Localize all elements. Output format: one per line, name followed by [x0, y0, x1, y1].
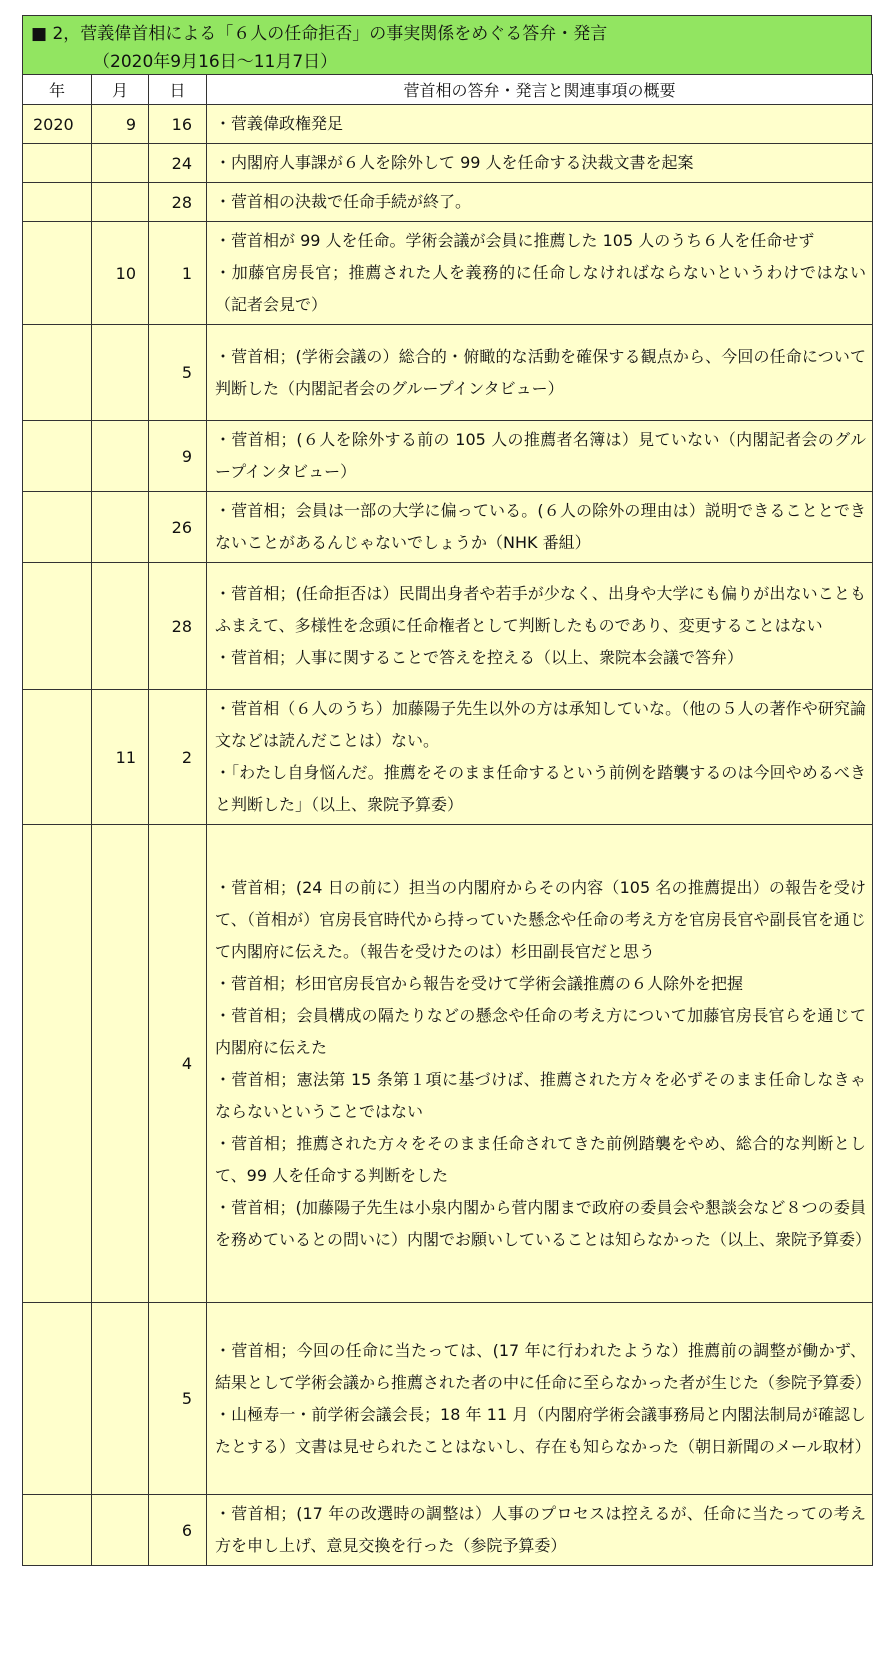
- column-header-month: 月: [92, 75, 149, 105]
- summary-line: ・加藤官房長官；推薦された人を義務的に任命しなければならないというわけではない（記者会見で）: [215, 263, 866, 314]
- table-row: [23, 421, 873, 492]
- summary-line: ・「わたし自身悩んだ。推薦をそのまま任命するという前例を踏襲するのは今回やめるべきと判断した」（以上、衆院予算委）: [215, 763, 866, 814]
- cell-month: [92, 183, 149, 222]
- column-header-day: 日: [149, 75, 207, 105]
- cell-year: [23, 690, 92, 825]
- cell-month: [92, 325, 149, 421]
- summary-line: ・菅首相；会員は一部の大学に偏っている。(６人の除外の理由は）説明できることとできないことがあるんじゃないでしょうか（NHK 番組）: [215, 501, 866, 552]
- summary-line: ・菅首相；(17 年の改選時の調整は）人事のプロセスは控えるが、任命に当たっての考え方を申し上げ、意見交換を行った（参院予算委）: [215, 1504, 866, 1555]
- cell-summary: [207, 690, 873, 825]
- summary-line: ・菅首相；今回の任命に当たっては、(17 年に行われたような）推薦前の調整が働かず、結果として学術会議から推薦された者の中に任命に至らなかった者が生じた（参院予算委）: [215, 1340, 872, 1392]
- cell-summary: [207, 421, 873, 492]
- table-row: [23, 492, 873, 563]
- table-row: [23, 325, 873, 421]
- table-header-row: [23, 75, 873, 105]
- cell-day: 9: [149, 421, 207, 492]
- summary-line: ・内閣府人事課が６人を除外して 99 人を任命する決裁文書を起案: [215, 153, 694, 172]
- cell-day: 26: [149, 492, 207, 563]
- table-row: [23, 1303, 873, 1495]
- cell-year: [23, 325, 92, 421]
- cell-month: [92, 1495, 149, 1566]
- cell-summary: [207, 825, 873, 1303]
- document-page: [22, 15, 872, 1566]
- cell-summary: [207, 563, 873, 690]
- summary-line: ・山極寿一・前学術会議会長；18 年 11 月（内閣府学術会議事務局と内閣法制局が確認したとする）文書は見せられたことはないし、存在も知らなかった（朝日新聞のメール取材）: [215, 1404, 871, 1456]
- cell-summary: [207, 105, 873, 144]
- cell-month: 10: [92, 222, 149, 325]
- cell-day: 24: [149, 144, 207, 183]
- cell-year: [23, 183, 92, 222]
- cell-day: 28: [149, 183, 207, 222]
- cell-summary: [207, 1495, 873, 1566]
- cell-year: [23, 1303, 92, 1495]
- cell-day: 28: [149, 563, 207, 690]
- table-row: [23, 825, 873, 1303]
- cell-summary: [207, 183, 873, 222]
- cell-summary: [207, 144, 873, 183]
- cell-year: [23, 563, 92, 690]
- table-row: [23, 183, 873, 222]
- summary-line: ・菅首相；杉田官房長官から報告を受けて学術会議推薦の６人除外を把握: [215, 973, 744, 993]
- summary-line: ・菅首相の決裁で任命手続が終了。: [215, 192, 472, 211]
- cell-day: 16: [149, 105, 207, 144]
- summary-line: ・菅首相；人事に関することで答えを控える（以上、衆院本会議で答弁）: [215, 648, 744, 667]
- summary-line: ・菅首相；会員構成の隔たりなどの懸念や任命の考え方について加藤官房長官らを通じて内閣府に伝えた: [215, 1005, 866, 1057]
- cell-month: [92, 825, 149, 1303]
- section-title: ■ 2，菅義偉首相による「６人の任命拒否」の事実関係をめぐる答弁・発言: [31, 24, 608, 44]
- summary-line: ・菅首相；推薦された方々をそのまま任命されてきた前例踏襲をやめ、総合的な判断として、99 人を任命する判断をした: [215, 1133, 866, 1185]
- summary-line: ・菅義偉政権発足: [215, 114, 344, 133]
- summary-line: ・菅首相；憲法第 15 条第１項に基づけば、推薦された方々を必ずそのまま任命しなきゃならないということではない: [215, 1069, 866, 1121]
- summary-line: ・菅首相が 99 人を任命。学術会議が会員に推薦した 105 人のうち６人を任命せず: [215, 231, 815, 250]
- cell-day: 2: [149, 690, 207, 825]
- cell-month: [92, 492, 149, 563]
- cell-month: [92, 144, 149, 183]
- table-row: [23, 690, 873, 825]
- table-row: [23, 105, 873, 144]
- cell-year: [23, 1495, 92, 1566]
- cell-year: [23, 492, 92, 563]
- table-body: [23, 105, 873, 1566]
- cell-summary: [207, 325, 873, 421]
- cell-day: 6: [149, 1495, 207, 1566]
- section-subtitle: （2020年9月16日～11月7日）: [93, 52, 338, 72]
- cell-year: [23, 421, 92, 492]
- cell-month: [92, 563, 149, 690]
- summary-line: ・菅首相；(加藤陽子先生は小泉内閣から菅内閣まで政府の委員会や懇談会など８つの委員を務めているとの問いに）内閣でお願いしていることは知らなかった（以上、衆院予算委）: [215, 1197, 872, 1249]
- cell-month: 11: [92, 690, 149, 825]
- timeline-table: [22, 74, 873, 1566]
- cell-summary: [207, 222, 873, 325]
- table-row: [23, 144, 873, 183]
- column-header-summary: 菅首相の答弁・発言と関連事項の概要: [207, 75, 873, 105]
- column-header-year: 年: [23, 75, 92, 105]
- cell-day: 5: [149, 1303, 207, 1495]
- cell-year: 2020: [23, 105, 92, 144]
- summary-line: ・菅首相；(24 日の前に）担当の内閣府からその内容（105 名の推薦提出）の報告を受けて、（首相が）官房長官時代から持っていた懸念や任命の考え方を官房長官や副長官を通じて内閣府に伝えた。（報告を受けたのは）杉田副長官だと思う: [215, 877, 866, 961]
- summary-line: ・菅首相；(学術会議の）総合的・俯瞰的な活動を確保する観点から、今回の任命について判断した（内閣記者会のグループインタビュー）: [215, 346, 866, 398]
- cell-month: 9: [92, 105, 149, 144]
- cell-day: 4: [149, 825, 207, 1303]
- cell-year: [23, 825, 92, 1303]
- table-row: [23, 563, 873, 690]
- table-row: [23, 1495, 873, 1566]
- cell-year: [23, 222, 92, 325]
- cell-month: [92, 421, 149, 492]
- summary-line: ・菅首相；(６人を除外する前の 105 人の推薦者名簿は）見ていない（内閣記者会のグループインタビュー）: [215, 430, 866, 481]
- section-header: [22, 15, 872, 74]
- cell-year: [23, 144, 92, 183]
- cell-day: 5: [149, 325, 207, 421]
- summary-line: ・菅首相（６人のうち）加藤陽子先生以外の方は承知していな。（他の５人の著作や研究論文などは読んだことは）ない。: [215, 699, 866, 750]
- summary-line: ・菅首相；(任命拒否は）民間出身者や若手が少なく、出身や大学にも偏りが出ないこともふまえて、多様性を念頭に任命権者として判断したものであり、変更することはない: [215, 584, 866, 635]
- cell-month: [92, 1303, 149, 1495]
- cell-day: 1: [149, 222, 207, 325]
- cell-summary: [207, 492, 873, 563]
- table-row: [23, 222, 873, 325]
- cell-summary: [207, 1303, 873, 1495]
